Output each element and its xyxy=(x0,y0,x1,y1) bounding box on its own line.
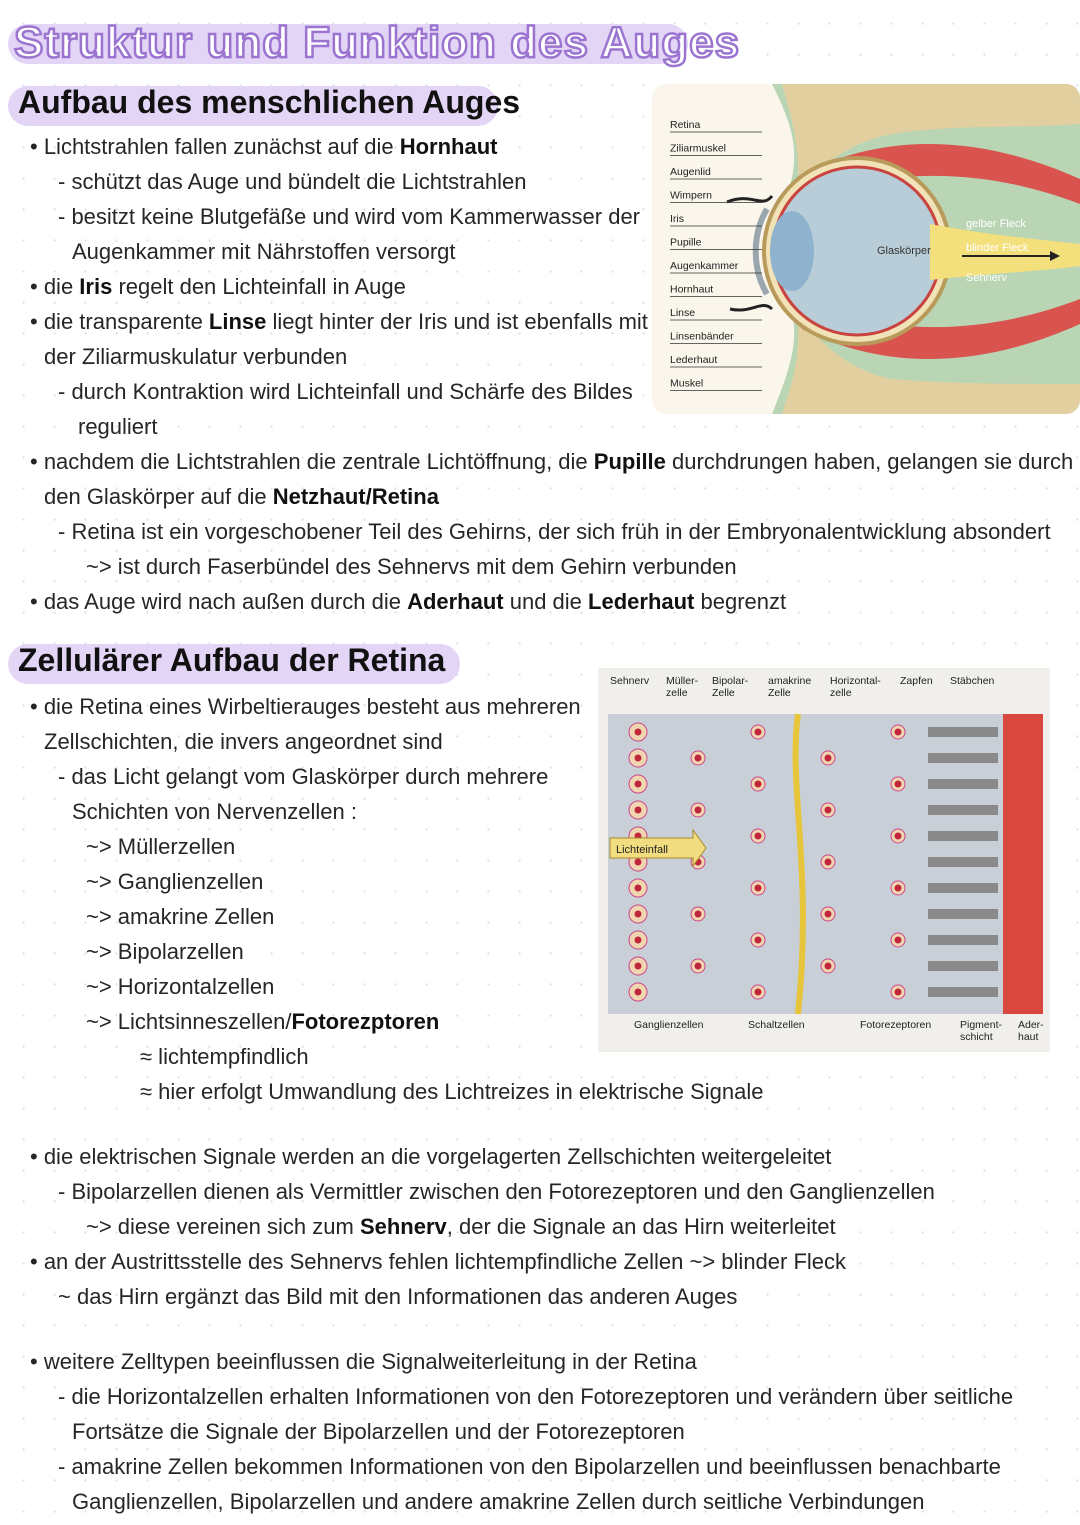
text-part: • weitere Zelltypen beeinflussen die Signalweiterleitung in der Retina xyxy=(30,1349,697,1374)
text-line xyxy=(44,729,443,755)
text-line xyxy=(58,1454,1001,1480)
section-heading-aufbau: Aufbau des menschlichen Auges xyxy=(18,84,521,120)
retina-cell-nucleus xyxy=(755,989,762,996)
page-title: Struktur und Funktion des Auges xyxy=(14,18,741,67)
text-line xyxy=(86,1214,836,1240)
retina-cell-nucleus xyxy=(895,729,902,736)
retina-cell-nucleus xyxy=(755,937,762,944)
retina-cell-nucleus xyxy=(695,755,702,762)
text-part: - das Licht gelangt vom Glaskörper durch mehrere xyxy=(58,764,549,789)
text-part: • an der Austrittsstelle des Sehnervs fehlen lichtempfindliche Zellen ~> blinder Fleck xyxy=(30,1249,847,1274)
text-part: ~> diese vereinen sich zum xyxy=(86,1214,360,1239)
retina-top-label: amakrine Zelle xyxy=(768,675,812,699)
photoreceptor xyxy=(928,727,998,737)
text-line xyxy=(30,589,786,615)
retina-cell-nucleus xyxy=(695,807,702,814)
text-part: ~> ist durch Faserbündel des Sehnervs mit dem Gehirn verbunden xyxy=(86,554,737,579)
retina-bottom-label: Schaltzellen xyxy=(748,1019,805,1031)
retina-bottom-label: Ader-haut xyxy=(1018,1019,1044,1043)
text-part: Fortsätze die Signale der Bipolarzellen und der Fotorezeptoren xyxy=(72,1419,685,1444)
text-line xyxy=(58,1284,737,1310)
retina-bottom-label: Pigment-schicht xyxy=(960,1019,1003,1043)
photoreceptor xyxy=(928,753,998,763)
retina-top-label: Stäbchen xyxy=(950,675,995,687)
retina-cell-nucleus xyxy=(635,781,642,788)
photoreceptor xyxy=(928,831,998,841)
text-line xyxy=(30,1249,846,1275)
eye-label: Lederhaut xyxy=(670,354,718,366)
text-part: Augenkammer mit Nährstoffen versorgt xyxy=(72,239,456,264)
text-part: ~> Lichtsinneszellen/ xyxy=(86,1009,292,1034)
photoreceptor xyxy=(928,805,998,815)
text-line xyxy=(44,484,439,510)
retina-cell-nucleus xyxy=(755,885,762,892)
text-part: reguliert xyxy=(78,414,158,439)
text-part: - Bipolarzellen dienen als Vermittler zwischen den Fotorezeptoren und den Ganglienzellen xyxy=(58,1179,935,1204)
text-part: ~ das Hirn ergänzt das Bild mit den Informationen das anderen Auges xyxy=(58,1284,738,1309)
text-line xyxy=(30,274,406,300)
retina-bottom-label: Ganglienzellen xyxy=(634,1019,704,1031)
text-part: den Glaskörper auf die xyxy=(44,484,273,509)
text-part: ~> Horizontalzellen xyxy=(86,974,275,999)
text-part: • nachdem die Lichtstrahlen die zentrale Lichtöffnung, die xyxy=(30,449,594,474)
text-line xyxy=(58,1384,1013,1410)
light-arrow-label: Lichteinfall xyxy=(616,844,668,856)
text-part: - Retina ist ein vorgeschobener Teil des Gehirns, der sich früh in der Embryonalentwicklung absondert xyxy=(58,519,1051,544)
retina-cell-nucleus xyxy=(755,781,762,788)
text-line xyxy=(44,344,347,370)
text-part: ~> amakrine Zellen xyxy=(86,904,275,929)
retina-cell-nucleus xyxy=(895,937,902,944)
eye-label: Linsenbänder xyxy=(670,330,734,343)
retina-cell-nucleus xyxy=(635,807,642,814)
text-line xyxy=(140,1044,309,1070)
section-heading-retina: Zellulärer Aufbau der Retina xyxy=(18,642,446,678)
retina-top-label: Müller-zelle xyxy=(666,675,699,699)
retina-diagram xyxy=(598,668,1050,1052)
text-line xyxy=(30,134,497,160)
bold-term: Netzhaut/Retina xyxy=(272,484,439,509)
retina-top-label: Sehnerv xyxy=(610,675,650,687)
retina-cell-nucleus xyxy=(895,833,902,840)
eye-label: Augenkammer xyxy=(670,260,739,272)
text-line xyxy=(86,939,244,965)
retina-cell-nucleus xyxy=(895,781,902,788)
retina-cell-nucleus xyxy=(635,963,642,970)
text-part: der Ziliarmuskulatur verbunden xyxy=(44,344,348,369)
photoreceptor xyxy=(928,935,998,945)
eye-label-right: gelber Fleck xyxy=(966,218,1026,230)
eye-label: Augenlid xyxy=(670,166,711,178)
text-line xyxy=(86,834,235,860)
retina-cell-nucleus xyxy=(635,911,642,918)
text-part: ≈ hier erfolgt Umwandlung des Lichtreizes in elektrische Signale xyxy=(140,1079,764,1104)
retina-top-label: Bipolar-Zelle xyxy=(712,675,749,699)
text-part: Ganglienzellen, Bipolarzellen und andere amakrine Zellen durch seitliche Verbindungen xyxy=(72,1489,925,1514)
photoreceptor xyxy=(928,961,998,971)
retina-cell-nucleus xyxy=(895,885,902,892)
retina-cell-nucleus xyxy=(695,911,702,918)
text-line xyxy=(86,1009,439,1035)
retina-cell-nucleus xyxy=(755,729,762,736)
text-line xyxy=(72,799,357,825)
text-part: liegt hinter der Iris und ist ebenfalls mit xyxy=(266,309,648,334)
text-line xyxy=(30,1144,831,1170)
photoreceptor xyxy=(928,857,998,867)
text-line xyxy=(86,904,274,930)
bold-term: Linse xyxy=(208,309,267,334)
text-line xyxy=(30,449,1073,475)
retina-cell-nucleus xyxy=(755,833,762,840)
text-part: ~> Müllerzellen xyxy=(86,834,236,859)
eye-label: Retina xyxy=(670,119,701,131)
text-part: - durch Kontraktion wird Lichteinfall und Schärfe des Bildes xyxy=(58,379,633,404)
retina-cell-nucleus xyxy=(635,859,642,866)
eye-inner-label: Glaskörper xyxy=(877,245,931,257)
bold-term: Hornhaut xyxy=(399,134,498,159)
retina-cell-nucleus xyxy=(695,963,702,970)
text-part: - die Horizontalzellen erhalten Informationen von den Fotorezeptoren und verändern über seitliche xyxy=(58,1384,1014,1409)
text-part: - amakrine Zellen bekommen Informationen von den Bipolarzellen und beeinflussen benachbarte xyxy=(58,1454,1001,1479)
retina-cell-nucleus xyxy=(635,989,642,996)
bold-term: Iris xyxy=(79,274,113,299)
bold-term: Fotorezptoren xyxy=(291,1009,440,1034)
text-part: begrenzt xyxy=(694,589,787,614)
eye-label: Hornhaut xyxy=(670,283,714,296)
retina-cell-nucleus xyxy=(635,937,642,944)
text-line xyxy=(58,764,548,790)
text-line xyxy=(78,414,157,440)
retina-cell-nucleus xyxy=(895,989,902,996)
text-part: - besitzt keine Blutgefäße und wird vom Kammerwasser der xyxy=(58,204,641,229)
text-line xyxy=(30,309,648,335)
text-line xyxy=(72,239,456,265)
photoreceptor xyxy=(928,883,998,893)
retina-top-label: Horizontal-zelle xyxy=(830,675,881,699)
text-line xyxy=(86,554,737,580)
text-part: - schützt das Auge und bündelt die Lichtstrahlen xyxy=(58,169,527,194)
retina-cell-nucleus xyxy=(825,807,832,814)
retina-cell-nucleus xyxy=(825,911,832,918)
bold-term: Sehnerv xyxy=(359,1214,447,1239)
text-part: ~> Ganglienzellen xyxy=(86,869,264,894)
bold-term: Aderhaut xyxy=(407,589,504,614)
retina-cell-nucleus xyxy=(825,963,832,970)
eye-diagram xyxy=(652,84,1080,414)
eye-label: Linse xyxy=(670,307,696,319)
retina-bottom-label: Fotorezeptoren xyxy=(860,1019,932,1031)
eye-label: Iris xyxy=(670,213,684,225)
text-line xyxy=(58,204,640,230)
eye-label: Pupille xyxy=(670,236,702,249)
retina-cell-nucleus xyxy=(635,729,642,736)
eye-label-right: Sehnerv xyxy=(966,272,1007,284)
text-part: , der die Signale an das Hirn weiterleitet xyxy=(446,1214,836,1239)
bold-term: Lederhaut xyxy=(588,589,695,614)
text-part: ≈ lichtempfindlich xyxy=(140,1044,309,1069)
text-line xyxy=(72,1419,685,1445)
text-part: • die transparente xyxy=(30,309,209,334)
photoreceptor xyxy=(928,909,998,919)
text-part: • die Retina eines Wirbeltierauges besteht aus mehreren xyxy=(30,694,581,719)
text-line xyxy=(30,1349,697,1375)
text-line xyxy=(30,694,581,720)
retina-cell-nucleus xyxy=(635,885,642,892)
text-part: ~> Bipolarzellen xyxy=(86,939,244,964)
text-part: und die xyxy=(503,589,589,614)
retina-cell-nucleus xyxy=(825,859,832,866)
text-part: • die elektrischen Signale werden an die vorgelagerten Zellschichten weitergeleitet xyxy=(30,1144,832,1169)
text-part: Zellschichten, die invers angeordnet sind xyxy=(44,729,443,754)
text-part: • die xyxy=(30,274,80,299)
text-line xyxy=(72,1489,924,1515)
text-part: regelt den Lichteinfall in Auge xyxy=(112,274,406,299)
retina-cell-nucleus xyxy=(825,755,832,762)
text-part: • das Auge wird nach außen durch die xyxy=(30,589,408,614)
text-part: durchdrungen haben, gelangen sie durch xyxy=(665,449,1074,474)
eye-label: Muskel xyxy=(670,377,704,390)
retina-cell-nucleus xyxy=(635,755,642,762)
eye-label: Ziliarmuskel xyxy=(670,142,727,155)
photoreceptor xyxy=(928,779,998,789)
bold-term: Pupille xyxy=(593,449,666,474)
text-line xyxy=(58,1179,935,1205)
retina-top-label: Zapfen xyxy=(900,675,933,687)
text-line xyxy=(58,379,633,405)
photoreceptor xyxy=(928,987,998,997)
text-line xyxy=(58,169,526,195)
eye-label-right: blinder Fleck xyxy=(966,242,1029,254)
text-line xyxy=(86,974,274,1000)
text-line xyxy=(58,519,1051,545)
eye-label: Wimpern xyxy=(670,189,713,202)
text-part: • Lichtstrahlen fallen zunächst auf die xyxy=(30,134,400,159)
text-line xyxy=(140,1079,764,1105)
text-line xyxy=(86,869,263,895)
text-part: Schichten von Nervenzellen : xyxy=(72,799,357,824)
